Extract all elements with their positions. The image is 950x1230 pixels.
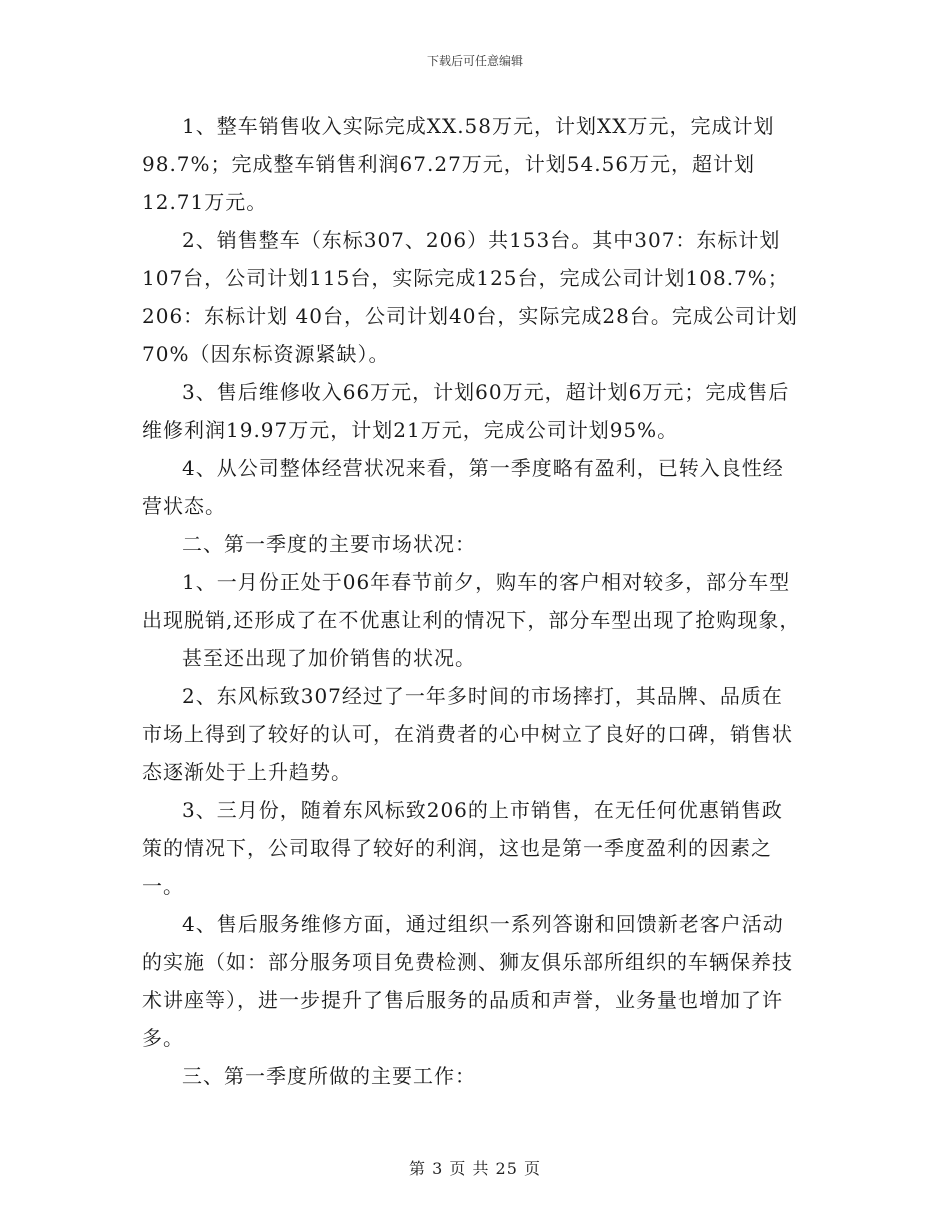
paragraph-after-sales-revenue: 3、售后维修收入66万元，计划60万元，超计划6万元；完成售后维修利润19.97万元，计划21万元，完成公司计划95%。 [142, 380, 790, 442]
section-heading-main-work: 三、第一季度所做的主要工作： [182, 1064, 476, 1088]
paragraph-vehicle-sales: 2、销售整车（东标307、206）共153台。其中307：东标计划107台，公司计划115台，实际完成125台，完成公司计划108.7%；206：东标计划 40台，公司计划40台，实际完成28台。完成公司计划70%（因东标资源紧缺）。 [142, 228, 798, 366]
paragraph-march-206: 3、三月份，随着东风标致206的上市销售，在无任何优惠销售政策的情况下，公司取得了较好的利润，这也是第一季度盈利的因素之一。 [142, 798, 783, 898]
paragraph-price-increase: 甚至还出现了加价销售的状况。 [182, 646, 476, 670]
section-heading-market: 二、第一季度的主要市场状况： [182, 532, 476, 556]
paragraph-january-market: 1、一月份正处于06年春节前夕，购车的客户相对较多，部分车型出现脱销,还形成了在不优惠让利的情况下，部分车型出现了抢购现象， [142, 570, 801, 632]
paragraph-sales-revenue: 1、整车销售收入实际完成XX.58万元，计划XX万元，完成计划98.7%；完成整车销售利润67.27万元，计划54.56万元，超计划12.71万元。 [142, 114, 775, 214]
page-header: 下载后可任意编辑 [426, 54, 523, 68]
page-footer: 第 3 页 共 25 页 [409, 1159, 541, 1178]
paragraph-overall-status: 4、从公司整体经营状况来看，第一季度略有盈利，已转入良性经营状态。 [142, 456, 784, 518]
document-body [142, 107, 802, 1095]
paragraph-after-sales-service: 4、售后服务维修方面，通过组织一系列答谢和回馈新老客户活动的实施（如：部分服务项目免费检测、狮友俱乐部所组织的车辆保养技术讲座等），进一步提升了售后服务的品质和声誉，业务量也增加了许多。 [142, 912, 793, 1050]
paragraph-307-market: 2、东风标致307经过了一年多时间的市场摔打，其品牌、品质在市场上得到了较好的认可，在消费者的心中树立了良好的口碑，销售状态逐渐处于上升趋势。 [142, 684, 793, 784]
